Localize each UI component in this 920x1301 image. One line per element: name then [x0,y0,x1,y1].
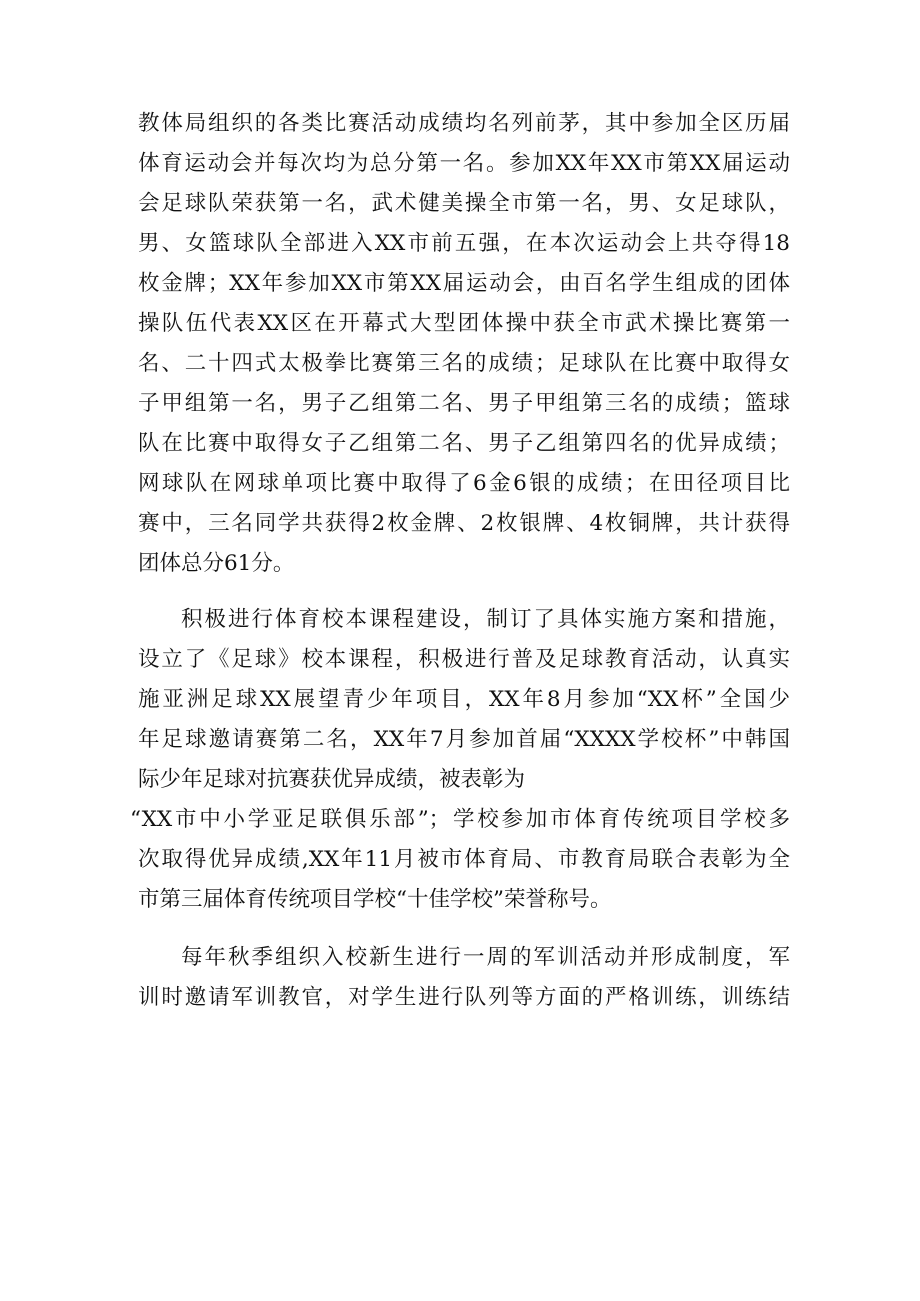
text-line: 训时邀请军训教官，对学生进行队列等方面的严格训练，训练结 [138,985,790,1010]
text-line: 年足球邀请赛第二名，XX年7月参加首届“XXXX学校杯”中韩国 [138,727,790,752]
text-line: 操队伍代表XX区在开幕式大型团体操中获全市武术操比赛第一 [138,311,790,336]
text-line: 网球队在网球单项比赛中取得了6金6银的成绩；在田径项目比 [138,471,790,496]
text-line: 市第三届体育传统项目学校“十佳学校”荣誉称号。 [138,887,612,912]
text-line: 设立了《足球》校本课程，积极进行普及足球教育活动，认真实 [138,647,790,672]
text-line: 名、二十四式太极拳比赛第三名的成绩；足球队在比赛中取得女 [138,351,790,376]
paragraph-first-line: 每年秋季组织入校新生进行一周的军训活动并形成制度，军 [181,945,790,970]
text-line: 子甲组第一名，男子乙组第二名、男子甲组第三名的成绩；篮球 [138,391,790,416]
text-line: 教体局组织的各类比赛活动成绩均名列前茅，其中参加全区历届 [138,111,790,136]
text-line: 际少年足球对抗赛获优异成绩，被表彰为 [138,767,526,792]
text-line: 赛中，三名同学共获得2枚金牌、2枚银牌、4枚铜牌，共计获得 [138,511,790,536]
text-line: 队在比赛中取得女子乙组第二名、男子乙组第四名的优异成绩； [138,431,790,456]
text-line: 团体总分61分。 [138,551,295,576]
text-line: 次取得优异成绩,XX年11月被市体育局、市教育局联合表彰为全 [138,847,790,872]
text-line: 体育运动会并每次均为总分第一名。参加XX年XX市第XX届运动 [138,151,790,176]
text-line: 男、女篮球队全部进入XX市前五强，在本次运动会上共夺得18 [138,231,790,256]
text-line: “XX市中小学亚足联俱乐部”；学校参加市体育传统项目学校多 [130,807,790,832]
text-line: 施亚洲足球XX展望青少年项目，XX年8月参加“XX杯”全国少 [138,687,790,712]
text-line: 会足球队荣获第一名，武术健美操全市第一名，男、女足球队， [138,191,790,216]
paragraph-first-line: 积极进行体育校本课程建设，制订了具体实施方案和措施， [181,607,790,632]
text-line: 枚金牌；XX年参加XX市第XX届运动会，由百名学生组成的团体 [138,271,790,296]
